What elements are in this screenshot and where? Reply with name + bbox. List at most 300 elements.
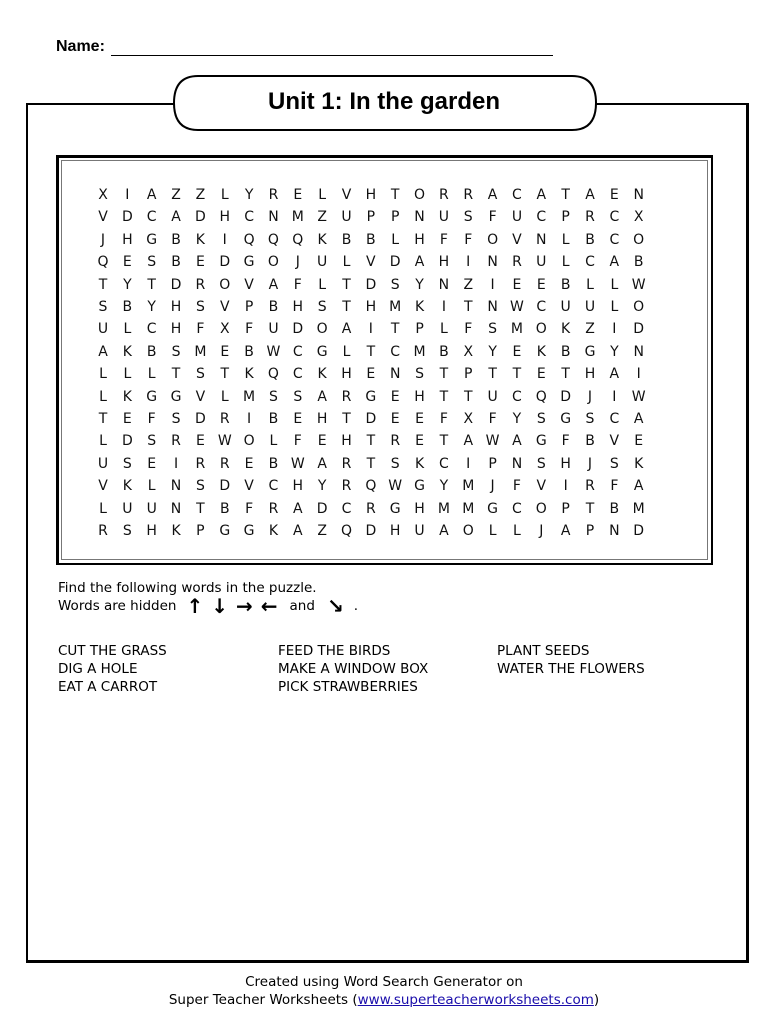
grid-letter: Y: [123, 276, 132, 293]
grid-letter: R: [439, 187, 449, 203]
word-item: WATER THE FLOWERS: [497, 661, 645, 677]
grid-letter: J: [587, 388, 593, 405]
grid-letter: A: [487, 187, 498, 203]
grid-letter: E: [390, 388, 400, 405]
grid-letter: H: [438, 254, 450, 271]
grid-letter: E: [512, 343, 522, 360]
grid-letter: Y: [147, 299, 156, 315]
grid-letter: I: [612, 388, 617, 405]
grid-letter: I: [222, 231, 227, 248]
grid-letter: I: [247, 411, 252, 427]
grid-letter: A: [512, 433, 522, 450]
grid-letter: U: [536, 254, 547, 271]
grid-letter: L: [439, 321, 448, 338]
grid-letter: M: [413, 343, 426, 360]
grid-letter: G: [146, 231, 158, 248]
grid-letter: C: [292, 343, 303, 360]
grid-letter: Q: [535, 388, 547, 405]
grid-letter: A: [98, 343, 108, 360]
grid-letter: C: [439, 455, 449, 472]
grid-letter: L: [220, 187, 229, 203]
grid-letter: H: [219, 209, 231, 226]
footer: [0, 973, 768, 1009]
grid-letter: T: [390, 321, 400, 338]
grid-letter: A: [293, 500, 303, 517]
instruction-line-2: [58, 594, 358, 618]
grid-letter: S: [98, 299, 108, 315]
grid-letter: R: [219, 411, 230, 427]
grid-letter: L: [342, 343, 351, 360]
grid-letter: T: [463, 388, 473, 405]
grid-letter: A: [633, 478, 644, 495]
grid-letter: F: [464, 231, 473, 248]
grid-letter: A: [171, 209, 181, 226]
grid-letter: N: [170, 500, 182, 517]
grid-letter: D: [633, 321, 645, 338]
grid-letter: R: [341, 478, 352, 495]
grid-letter: G: [170, 388, 182, 405]
grid-letter: K: [317, 231, 327, 248]
grid-letter: W: [290, 455, 305, 472]
grid-letter: T: [342, 276, 351, 293]
grid-letter: W: [217, 433, 232, 450]
grid-letter: N: [633, 187, 644, 203]
grid-letter: X: [633, 209, 644, 226]
grid-letter: E: [536, 276, 546, 293]
grid-letter: S: [488, 321, 498, 338]
grid-letter: B: [146, 343, 157, 360]
grid-letter: C: [244, 209, 254, 226]
arrow-down-icon: ↓: [211, 594, 228, 618]
grid-letter: U: [268, 321, 279, 338]
grid-letter: C: [609, 411, 620, 427]
grid-letter: F: [147, 411, 156, 427]
grid-letter: K: [561, 321, 571, 338]
grid-letter: K: [244, 366, 254, 383]
grid-letter: L: [318, 276, 327, 293]
grid-letter: Y: [415, 276, 424, 293]
grid-letter: F: [464, 321, 473, 338]
grid-letter: C: [536, 209, 547, 226]
grid-letter: D: [365, 523, 377, 539]
grid-letter: L: [99, 366, 107, 383]
grid-letter: T: [220, 366, 230, 383]
word-item: FEED THE BIRDS: [278, 643, 391, 659]
grid-letter: D: [365, 411, 377, 427]
grid-letter: I: [563, 478, 568, 495]
grid-letter: A: [293, 523, 303, 539]
grid-letter: O: [462, 523, 474, 539]
grid-letter: R: [219, 455, 230, 472]
grid-letter: U: [487, 388, 498, 405]
grid-letter: M: [389, 299, 402, 315]
grid-letter: O: [535, 321, 547, 338]
grid-letter: G: [414, 478, 425, 495]
grid-letter: Y: [244, 187, 254, 203]
grid-letter: Q: [365, 478, 377, 495]
grid-letter: L: [123, 366, 132, 383]
grid-letter: U: [414, 523, 425, 539]
grid-letter: B: [171, 254, 181, 271]
grid-letter: T: [561, 187, 570, 203]
grid-letter: T: [561, 366, 570, 383]
grid-letter: O: [414, 187, 426, 203]
grid-letter: U: [584, 299, 596, 315]
grid-letter: T: [98, 411, 108, 427]
name-line[interactable]: [111, 39, 553, 56]
grid-letter: F: [293, 433, 302, 450]
grid-letter: E: [122, 254, 132, 271]
grid-letter: K: [536, 343, 546, 360]
grid-letter: L: [99, 388, 107, 405]
instruction-line-1: Find the following words in the puzzle.: [58, 580, 317, 596]
grid-letter: M: [462, 500, 475, 517]
grid-letter: L: [318, 187, 327, 203]
grid-letter: T: [439, 366, 449, 383]
grid-letter: Z: [463, 276, 474, 293]
grid-letter: T: [463, 299, 473, 315]
grid-letter: E: [317, 433, 327, 450]
grid-letter: P: [390, 209, 400, 226]
grid-letter: L: [220, 388, 229, 405]
grid-letter: B: [268, 411, 279, 427]
grid-letter: D: [219, 478, 231, 495]
grid-letter: S: [390, 276, 400, 293]
grid-letter: R: [98, 523, 108, 539]
grid-letter: R: [268, 187, 279, 203]
grid-letter: M: [291, 209, 304, 226]
grid-letter: K: [268, 523, 279, 539]
grid-letter: A: [414, 254, 425, 271]
grid-letter: O: [633, 299, 645, 315]
grid-letter: Q: [267, 231, 279, 248]
grid-letter: U: [97, 455, 109, 472]
grid-letter: C: [536, 299, 547, 315]
grid-letter: H: [560, 455, 571, 472]
grid-letter: C: [390, 343, 401, 360]
grid-letter: A: [609, 366, 620, 383]
grid-letter: V: [98, 478, 108, 495]
grid-letter: K: [634, 455, 644, 472]
grid-letter: V: [195, 388, 206, 405]
grid-letter: S: [536, 455, 546, 472]
grid-letter: D: [219, 254, 231, 271]
grid-letter: U: [560, 299, 571, 315]
grid-letter: Y: [512, 411, 522, 427]
grid-letter: H: [122, 231, 133, 248]
grid-letter: Y: [488, 343, 497, 360]
grid-letter: F: [561, 433, 570, 450]
grid-letter: O: [535, 500, 547, 517]
grid-letter: A: [268, 276, 279, 293]
grid-letter: T: [585, 500, 595, 517]
grid-letter: O: [219, 276, 231, 293]
grid-letter: L: [391, 231, 400, 248]
grid-letter: B: [341, 231, 352, 248]
grid-letter: G: [146, 388, 158, 405]
grid-letter: T: [439, 433, 449, 450]
grid-letter: L: [147, 366, 156, 383]
word-item: PICK STRAWBERRIES: [278, 679, 418, 695]
grid-letter: M: [243, 388, 256, 405]
grid-letter: U: [341, 209, 352, 226]
grid-letter: E: [147, 455, 157, 472]
grid-letter: I: [125, 187, 130, 203]
grid-letter: K: [414, 299, 425, 315]
word-item: PLANT SEEDS: [497, 643, 590, 659]
grid-letter: S: [195, 478, 205, 495]
grid-letter: Y: [610, 343, 619, 360]
grid-letter: Z: [171, 187, 181, 203]
grid-letter: V: [366, 254, 376, 271]
grid-letter: Q: [97, 254, 109, 271]
grid-letter: Z: [317, 523, 327, 539]
grid-letter: U: [511, 209, 523, 226]
grid-letter: I: [636, 366, 641, 383]
grid-letter: W: [631, 388, 646, 405]
grid-letter: T: [390, 187, 400, 203]
grid-letter: R: [341, 388, 352, 405]
grid-letter: S: [536, 411, 546, 427]
grid-letter: E: [220, 343, 230, 360]
grid-letter: J: [490, 478, 495, 495]
grid-letter: B: [219, 500, 230, 517]
grid-letter: G: [487, 500, 499, 517]
grid-letter: L: [513, 523, 521, 539]
grid-letter: T: [342, 411, 351, 427]
grid-letter: E: [390, 411, 400, 427]
grid-letter: V: [341, 187, 352, 203]
grid-letter: H: [414, 231, 425, 248]
grid-letter: L: [123, 321, 132, 338]
grid-letter: G: [243, 254, 255, 271]
grid-letter: G: [316, 343, 328, 360]
grid-letter: D: [560, 388, 572, 405]
grid-letter: R: [585, 209, 595, 226]
grid-letter: H: [365, 187, 377, 203]
grid-letter: F: [196, 321, 205, 338]
grid-letter: B: [122, 299, 133, 315]
grid-letter: M: [510, 321, 523, 338]
grid-letter: V: [219, 299, 230, 315]
grid-letter: P: [415, 321, 424, 338]
grid-letter: F: [488, 209, 497, 226]
grid-letter: L: [488, 523, 497, 539]
grid-letter: G: [535, 433, 547, 450]
grid-letter: C: [609, 231, 620, 248]
footer-suffix: ): [593, 992, 600, 1008]
grid-letter: H: [584, 366, 596, 383]
grid-letter: B: [585, 231, 595, 248]
grid-letter: A: [633, 411, 644, 427]
grid-letter: U: [317, 254, 328, 271]
arrow-up-icon: ↑: [186, 594, 204, 618]
grid-letter: G: [560, 411, 572, 427]
grid-letter: D: [316, 500, 328, 517]
grid-letter: L: [342, 254, 351, 271]
grid-letter: R: [390, 433, 401, 450]
grid-letter: N: [389, 366, 401, 383]
grid-letter: F: [439, 411, 448, 427]
grid-letter: H: [170, 299, 182, 315]
grid-letter: A: [341, 321, 352, 338]
grid-letter: H: [316, 411, 328, 427]
grid-letter: I: [466, 455, 471, 472]
grid-letter: L: [610, 299, 619, 315]
grid-letter: E: [634, 433, 644, 450]
footer-prefix: Super Teacher Worksheets (: [168, 992, 358, 1008]
grid-letter: U: [146, 500, 157, 517]
grid-letter: H: [146, 523, 157, 539]
grid-letter: K: [171, 523, 181, 539]
grid-letter: D: [633, 523, 645, 539]
grid-letter: Q: [292, 231, 304, 248]
word-list-column-1: [58, 642, 167, 696]
grid-letter: D: [121, 433, 133, 450]
grid-letter: T: [366, 455, 376, 472]
grid-letter: R: [195, 455, 206, 472]
grid-letter: R: [365, 500, 376, 517]
grid-letter: M: [437, 500, 450, 517]
grid-letter: G: [584, 343, 596, 360]
grid-letter: N: [487, 254, 498, 271]
word-item: DIG A HOLE: [58, 661, 138, 677]
word-search-inner-border: [61, 160, 708, 560]
grid-letter: W: [510, 299, 524, 315]
grid-letter: P: [488, 455, 497, 472]
grid-letter: D: [195, 209, 206, 226]
grid-letter: I: [173, 455, 179, 472]
word-item: EAT A CARROT: [58, 679, 158, 695]
grid-letter: B: [439, 343, 449, 360]
grid-letter: F: [245, 500, 254, 517]
grid-letter: R: [585, 478, 595, 495]
grid-letter: M: [632, 500, 645, 517]
grid-letter: W: [266, 343, 281, 360]
grid-letter: S: [293, 388, 303, 405]
grid-letter: S: [585, 411, 595, 427]
grid-letter: H: [414, 500, 425, 517]
grid-letter: V: [98, 209, 108, 226]
grid-letter: I: [441, 299, 446, 315]
grid-letter: E: [512, 276, 522, 293]
grid-letter: C: [146, 321, 157, 338]
grid-letter: L: [586, 276, 594, 293]
grid-letter: T: [366, 343, 376, 360]
grid-letter: N: [170, 478, 182, 495]
grid-letter: T: [439, 388, 449, 405]
grid-letter: B: [268, 299, 279, 315]
instruction-period: .: [353, 598, 358, 614]
grid-letter: I: [466, 254, 471, 271]
grid-letter: A: [317, 388, 327, 405]
grid-letter: H: [341, 366, 352, 383]
grid-letter: B: [585, 433, 595, 450]
grid-letter: S: [147, 254, 157, 271]
grid-letter: V: [244, 276, 254, 293]
instruction-prefix: Words are hidden: [58, 598, 177, 614]
grid-letter: D: [365, 276, 377, 293]
footer-link[interactable]: www.superteacherworksheets.com: [357, 992, 594, 1008]
grid-letter: T: [171, 366, 181, 383]
grid-letter: R: [463, 187, 474, 203]
grid-letter: S: [390, 455, 400, 472]
grid-letter: H: [170, 321, 182, 338]
grid-letter: K: [195, 231, 205, 248]
grid-letter: Z: [585, 321, 595, 338]
grid-letter: X: [463, 343, 474, 360]
grid-letter: E: [122, 411, 132, 427]
grid-letter: A: [439, 523, 449, 539]
grid-letter: T: [488, 366, 497, 383]
grid-letter: A: [146, 187, 157, 203]
grid-letter: H: [292, 478, 304, 495]
name-label: Name:: [56, 38, 105, 55]
grid-letter: Q: [267, 366, 279, 383]
grid-letter: C: [268, 478, 279, 495]
grid-letter: R: [341, 455, 352, 472]
grid-letter: K: [122, 478, 132, 495]
grid-letter: C: [512, 388, 522, 405]
grid-letter: V: [609, 433, 620, 450]
grid-letter: O: [633, 231, 645, 248]
grid-letter: K: [414, 455, 425, 472]
grid-letter: L: [147, 478, 156, 495]
page-title: Unit 1: In the garden: [267, 88, 500, 115]
grid-letter: T: [366, 433, 376, 450]
grid-letter: F: [512, 478, 521, 495]
grid-letter: X: [219, 321, 230, 338]
grid-letter: J: [539, 523, 544, 539]
grid-letter: P: [244, 299, 254, 315]
grid-letter: U: [122, 500, 133, 517]
grid-letter: E: [415, 433, 424, 450]
word-item: MAKE A WINDOW BOX: [278, 661, 429, 677]
arrow-left-icon: ←: [260, 594, 278, 618]
word-search-box: [56, 155, 713, 565]
grid-letter: D: [121, 209, 133, 226]
arrow-down-right-icon: ↘: [326, 594, 344, 618]
grid-letter: S: [195, 366, 205, 383]
grid-letter: T: [98, 276, 108, 293]
word-list-column-2: [278, 642, 428, 696]
grid-letter: A: [463, 433, 474, 450]
grid-letter: D: [389, 254, 401, 271]
grid-letter: A: [536, 187, 547, 203]
grid-letter: S: [609, 455, 619, 472]
grid-letter: C: [146, 209, 157, 226]
grid-letter: F: [488, 411, 497, 427]
grid-letter: N: [511, 455, 523, 472]
grid-letter: T: [147, 276, 156, 293]
grid-letter: B: [244, 343, 254, 360]
grid-letter: H: [414, 388, 425, 405]
grid-letter: C: [512, 500, 522, 517]
grid-letter: F: [293, 276, 302, 293]
grid-letter: L: [561, 231, 570, 248]
grid-letter: H: [389, 523, 401, 539]
grid-letter: N: [487, 299, 498, 315]
grid-letter: E: [195, 254, 205, 271]
grid-letter: S: [195, 299, 205, 315]
grid-letter: Z: [195, 187, 206, 203]
grid-letter: A: [609, 254, 620, 271]
grid-letter: Q: [340, 523, 353, 539]
grid-letter: J: [587, 455, 593, 472]
grid-letter: N: [536, 231, 547, 248]
grid-letter: M: [194, 343, 207, 360]
grid-letter: Y: [317, 478, 327, 495]
